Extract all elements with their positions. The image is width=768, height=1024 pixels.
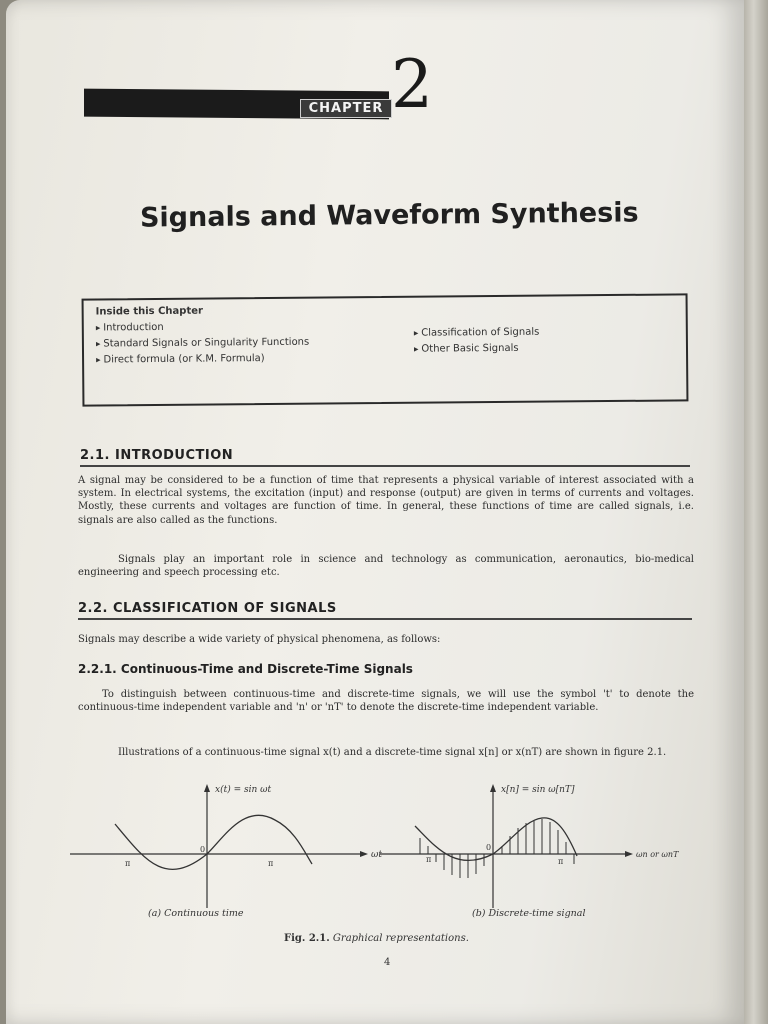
right-pi-right-label: π	[558, 857, 564, 866]
classification-paragraph: Signals may describe a wide variety of physical phenomena, as follows:	[78, 634, 441, 645]
right-y-label: x[n] = sin ω[nT]	[501, 785, 575, 795]
right-origin-label: 0	[486, 843, 492, 852]
inside-list-left	[96, 321, 310, 371]
discrete-samples	[420, 819, 574, 878]
inside-list-right	[414, 327, 540, 360]
left-sine-wave	[115, 815, 312, 869]
intro-paragraph-2: Signals play an important role in science and technology as communication, aeronautics, bio-medical engineering and speech processing etc.	[78, 554, 694, 579]
right-x-arrow	[625, 851, 633, 857]
inside-chapter-header: Inside this Chapter	[95, 305, 203, 318]
inside-item: ▸ Other Basic Signals	[414, 343, 540, 355]
page-number: 4	[384, 957, 391, 968]
left-x-label: ωt	[371, 850, 382, 860]
left-origin-label: 0	[200, 845, 206, 854]
section-heading-introduction: 2.1. INTRODUCTION	[80, 448, 234, 463]
left-x-arrow	[360, 851, 368, 857]
chapter-label: CHAPTER	[300, 99, 392, 118]
section-rule	[78, 618, 692, 620]
figure-caption-text: Graphical representations.	[332, 933, 469, 944]
inside-item: ▸ Direct formula (or K.M. Formula)	[96, 353, 309, 366]
figure-caption-number: Fig. 2.1.	[284, 933, 330, 944]
section-rule	[80, 465, 690, 467]
chapter-title: Signals and Waveform Synthesis	[139, 197, 639, 234]
discrete-plot	[380, 784, 679, 908]
inside-item: ▸ Introduction	[96, 321, 309, 334]
page-stack-edge	[744, 0, 768, 1024]
left-pi-left-label: π	[125, 859, 131, 868]
figure-caption	[284, 933, 469, 944]
section-heading-classification: 2.2. CLASSIFICATION OF SIGNALS	[78, 601, 337, 616]
figure-2-1	[60, 778, 710, 958]
continuous-plot	[70, 784, 382, 908]
subsection-heading: 2.2.1. Continuous-Time and Discrete-Time Signals	[78, 662, 413, 676]
chapter-number: 2	[391, 46, 433, 123]
intro-paragraph-1: A signal may be considered to be a function of time that represents a physical variable of interest associated with a system. In electrical systems, the excitation (input) and response (output) are given in terms of currents and voltages. Mostly, these currents and voltages are function of time. In general, these functions of time are called signals, i.e. signals are also called as the functions.	[78, 475, 694, 526]
inside-chapter-box	[82, 293, 689, 406]
ct-dt-paragraph-2: Illustrations of a continuous-time signal x(t) and a discrete-time signal x[n] or x(nT) are shown in figure 2.1.	[118, 747, 667, 758]
right-caption: (b) Discrete-time signal	[472, 908, 586, 919]
inside-item: ▸ Standard Signals or Singularity Functions	[96, 337, 309, 350]
inside-item: ▸ Classification of Signals	[414, 327, 540, 339]
left-y-label: x(t) = sin ωt	[215, 785, 272, 795]
right-y-arrow	[490, 784, 496, 792]
right-pi-left-label: π	[426, 855, 432, 864]
left-y-arrow	[204, 784, 210, 792]
left-pi-right-label: π	[268, 859, 274, 868]
right-x-label: ωn or ωnT	[636, 850, 679, 859]
left-caption: (a) Continuous time	[148, 908, 244, 919]
ct-dt-paragraph-1: To distinguish between continuous-time and discrete-time signals, we will use the symbol 't' to denote the continuous-time independent variable and 'n' or 'nT' to denote the discrete-time independent variable.	[78, 689, 694, 714]
